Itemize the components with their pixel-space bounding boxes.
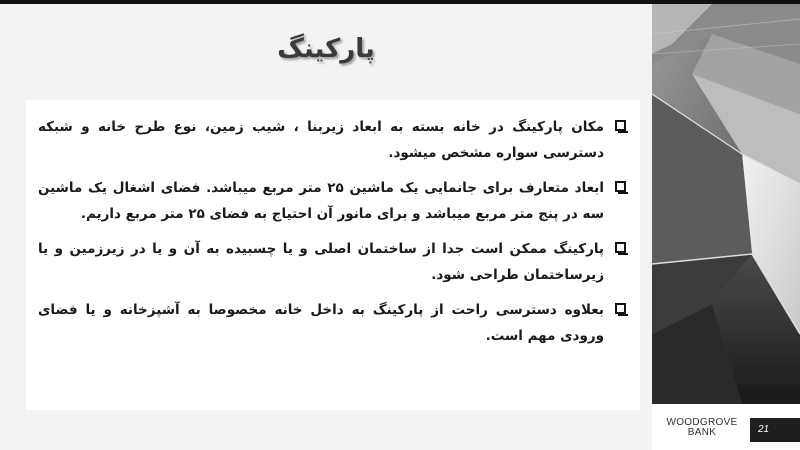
page-number: 21: [750, 418, 800, 442]
checkbox-bullet-icon: [615, 242, 626, 253]
bullet-text: پارکینگ ممکن است جدا از ساختمان اصلی و یا چسبیده به آن و یا در زیرزمین و یا زیرساختمان طراحی شود.: [38, 241, 604, 283]
footer: [652, 404, 800, 450]
bullet-list: [38, 114, 626, 349]
bullet-item: [38, 297, 626, 349]
bullet-item: [38, 175, 626, 227]
checkbox-bullet-icon: [615, 303, 626, 314]
bullet-text: ابعاد متعارف برای جانمایی یک ماشین ۲۵ متر مربع میباشد. فضای اشغال یک ماشین سه در پنج متر مربع میباشد و برای مانور آن احتیاج به فضای ۲۵ متر مربع داریم.: [38, 180, 604, 222]
slide-title: پارکینگ: [277, 34, 375, 64]
bullet-item: [38, 236, 626, 288]
bullet-text: مکان پارکینگ در خانه بسته به ابعاد زیربنا ، شیب زمین، نوع طرح خانه و شبکه دسترسی سواره مشخص میشود.: [38, 119, 604, 161]
body-text-box: [26, 100, 640, 410]
bullet-text: بعلاوه دسترسی راحت از پارکینگ به داخل خانه مخصوصا به آشپزخانه و یا فضای ورودی مهم است.: [38, 302, 604, 344]
checkbox-bullet-icon: [615, 181, 626, 192]
checkbox-bullet-icon: [615, 120, 626, 131]
brand-line-2: BANK: [687, 427, 717, 438]
content-panel: [0, 4, 652, 450]
architecture-photo: [652, 4, 800, 404]
brand-logo: [662, 418, 742, 438]
bullet-item: [38, 114, 626, 166]
brand-line-1: WOODGROVE: [666, 417, 738, 428]
